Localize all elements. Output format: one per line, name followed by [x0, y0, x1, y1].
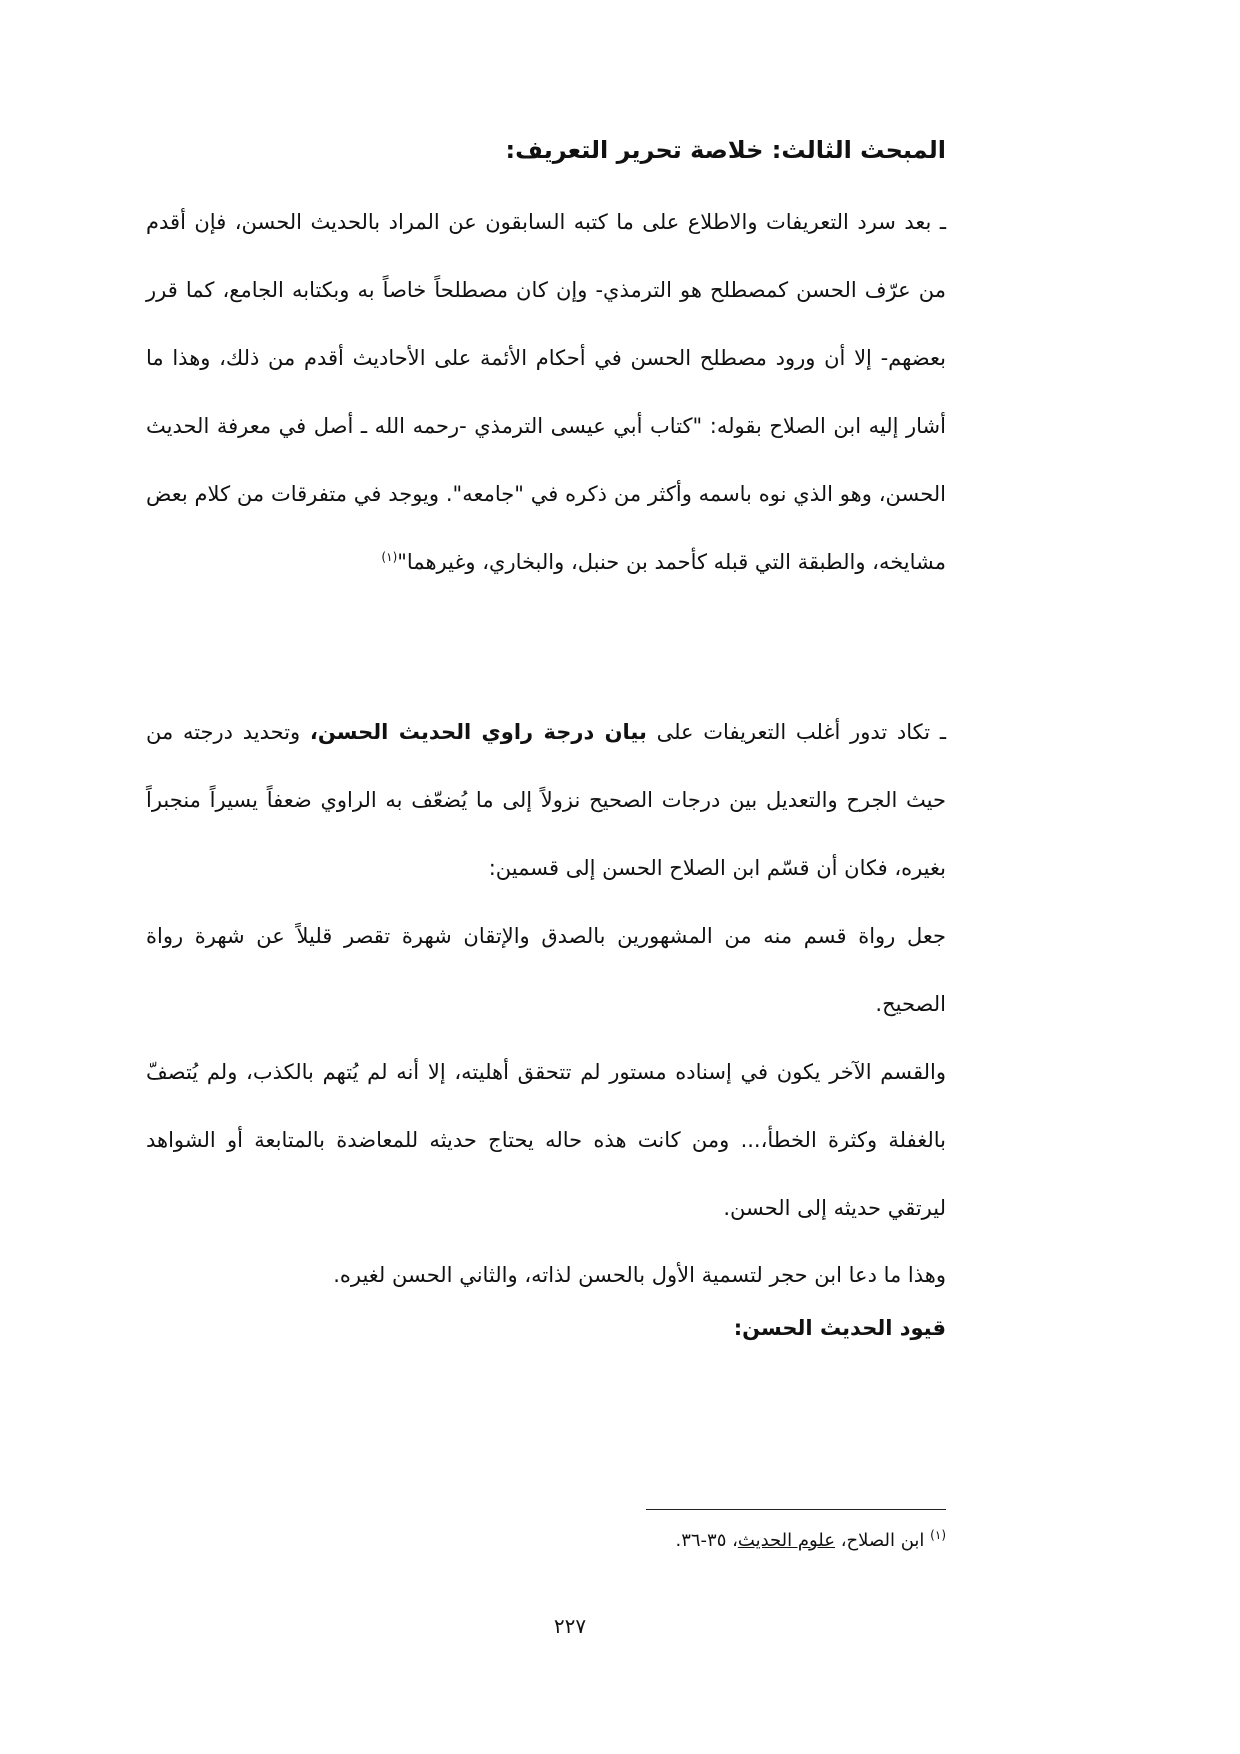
footnote-marker: (١) — [930, 1528, 946, 1542]
paragraph-2-text-end: وتحديد درجته من حيث الجرح والتعديل بين درجات الصحيح نزولاً إلى ما يُضعّف به الراوي ضعفاً يسيراً منجبراً بغيره، فكان أن قسّم ابن الصلاح الحسن إلى قسمين: — [146, 720, 946, 880]
footnote-pages: ، ٣٥-٣٦. — [675, 1530, 738, 1551]
paragraph-3: جعل رواة قسم منه من المشهورين بالصدق والإتقان شهرة تقصر قليلاً عن شهرة رواة الصحيح. — [146, 924, 946, 1016]
paragraph-2 — [146, 698, 946, 902]
paragraph-1-text: ـ بعد سرد التعريفات والاطلاع على ما كتبه السابقون عن المراد بالحديث الحسن، فإن أقدم من عرّف الحسن كمصطلح هو الترمذي- وإن كان مصطلحاً خاصاً به وبكتابه الجامع، كما قرر بعضهم- إلا أن ورود مصطلح الحسن في أحكام الأئمة على الأحاديث أقدم من ذلك، وهذا ما أشار إليه ابن الصلاح بقوله: "كتاب أبي عيسى الترمذي -رحمه الله ـ أصل في معرفة الحديث الحسن، وهو الذي نوه باسمه وأكثر من ذكره في "جامعه". ويوجد في متفرقات من كلام بعض مشايخه، والطبقة التي قبله كأحمد بن حنبل، والبخاري، وغيرهما" — [146, 210, 946, 574]
footnote-reference-marker[interactable]: (١) — [381, 550, 398, 564]
page-number: ٢٢٧ — [553, 1614, 587, 1638]
paragraph-5: وهذا ما دعا ابن حجر لتسمية الأول بالحسن لذاته، والثاني الحسن لغيره. — [333, 1263, 946, 1287]
paragraph-2-emphasis: بيان درجة راوي الحديث الحسن، — [309, 720, 647, 744]
footnote — [675, 1530, 946, 1551]
paragraph-2-text-start: ـ تكاد تدور أغلب التعريفات على — [646, 720, 946, 744]
footnote-divider — [646, 1509, 946, 1510]
section-heading: المبحث الثالث: خلاصة تحرير التعريف: — [505, 136, 946, 164]
footnote-author: ابن الصلاح، — [835, 1530, 931, 1551]
paragraph-1 — [146, 188, 946, 596]
subsection-heading: قيود الحديث الحسن: — [733, 1316, 946, 1340]
footnote-book-title: علوم الحديث — [737, 1530, 836, 1551]
paragraph-4: والقسم الآخر يكون في إسناده مستور لم تتحقق أهليته، إلا أنه لم يُتهم بالكذب، ولم يُتصفّ بالغفلة وكثرة الخطأ،... ومن كانت هذه حاله يحتاج حديثه للمعاضدة بالمتابعة أو الشواهد ليرتقي حديثه إلى الحسن. — [146, 1060, 946, 1220]
